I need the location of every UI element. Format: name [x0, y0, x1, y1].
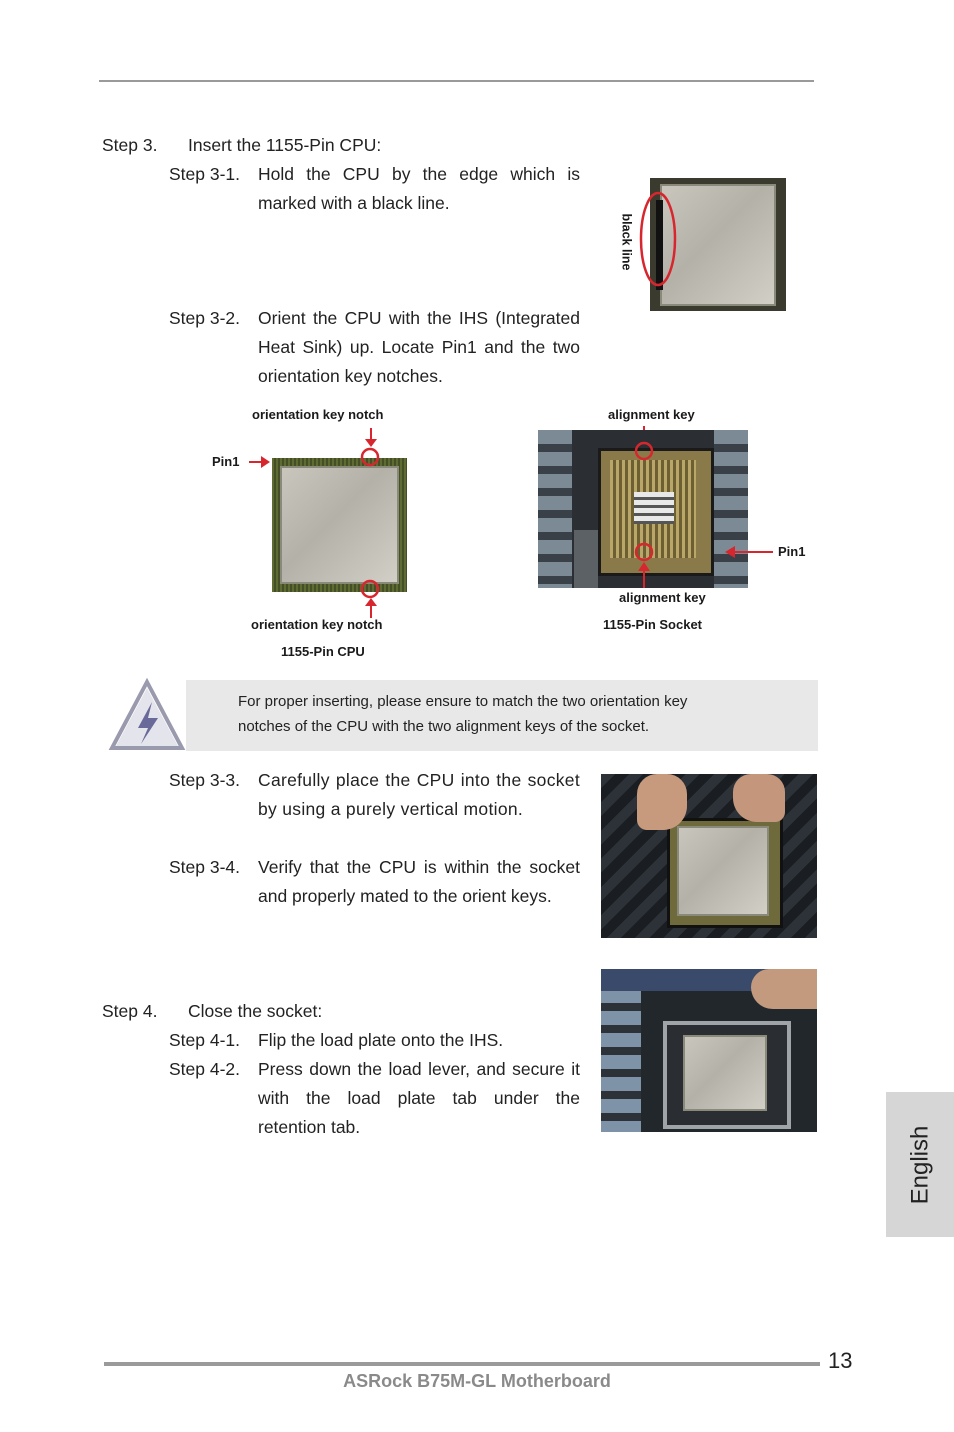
arrow-left-icon — [725, 545, 773, 559]
step-4-title: Close the socket: — [188, 1001, 323, 1021]
arrow-right-icon — [249, 455, 271, 469]
page-number: 13 — [828, 1348, 853, 1373]
socket-caption: 1155-Pin Socket — [603, 617, 702, 632]
warning-line-1: For proper inserting, please ensure to match the two orientation key — [238, 693, 688, 710]
step-3-3-number: Step 3-3. — [169, 770, 241, 790]
warning-text — [238, 689, 798, 739]
socket-close-photo — [601, 969, 817, 1132]
cpu-placement-photo — [601, 774, 817, 938]
key-top-marker — [633, 440, 655, 462]
notch-bottom-marker — [359, 578, 381, 600]
black-line-label-box — [614, 205, 638, 279]
key-bottom-marker — [633, 541, 655, 563]
arrow-down-icon — [364, 428, 378, 448]
black-line-marker-ellipse — [636, 188, 680, 290]
cpu-pin1-label: Pin1 — [212, 454, 240, 469]
step-3-1-number: Step 3-1. — [169, 164, 241, 184]
step-3-title: Insert the 1155-Pin CPU: — [188, 135, 382, 155]
cpu-notch-top-label: orientation key notch — [252, 407, 384, 422]
step-4-number: Step 4. — [102, 1001, 158, 1021]
footer-text: ASRock B75M-GL Motherboard — [343, 1371, 611, 1391]
top-rule — [99, 80, 814, 82]
step-3-1-text: Hold the CPU by the edge which is marked with a black line. — [258, 164, 580, 213]
language-label: English — [906, 1125, 933, 1204]
cpu-top-photo — [272, 458, 407, 592]
black-line-label: black line — [619, 213, 634, 271]
language-side-tab-text — [886, 1092, 954, 1237]
step-3-number: Step 3. — [102, 135, 158, 155]
arrow-up-icon — [637, 562, 651, 588]
warning-icon — [108, 678, 186, 752]
step-4-1-number: Step 4-1. — [169, 1030, 241, 1050]
step-3-3-text: Carefully place the CPU into the socket by using a purely vertical motion. — [258, 770, 580, 819]
socket-key-bottom-label: alignment key — [619, 590, 706, 605]
step-4-2-text: Press down the load lever, and secure it with the load plate tab under the retention tab. — [258, 1059, 580, 1137]
step-4-2-number: Step 4-2. — [169, 1059, 241, 1079]
step-4-1-text: Flip the load plate onto the IHS. — [258, 1030, 504, 1050]
step-3-4-number: Step 3-4. — [169, 857, 241, 877]
socket-key-top-label: alignment key — [608, 407, 695, 422]
step-3-4-text: Verify that the CPU is within the socket and properly mated to the orient keys. — [258, 857, 580, 906]
socket-pin1-label: Pin1 — [778, 544, 806, 559]
step-3-2-number: Step 3-2. — [169, 308, 241, 328]
bottom-rule — [104, 1362, 820, 1366]
cpu-notch-bottom-label: orientation key notch — [251, 617, 383, 632]
cpu-caption: 1155-Pin CPU — [281, 644, 365, 659]
step-3-2-text: Orient the CPU with the IHS (Integrated Heat Sink) up. Locate Pin1 and the two orientation key notches. — [258, 308, 580, 386]
warning-line-2: notches of the CPU with the two alignment keys of the socket. — [238, 718, 650, 735]
arrow-up-icon — [364, 598, 378, 618]
notch-top-marker — [359, 446, 381, 468]
